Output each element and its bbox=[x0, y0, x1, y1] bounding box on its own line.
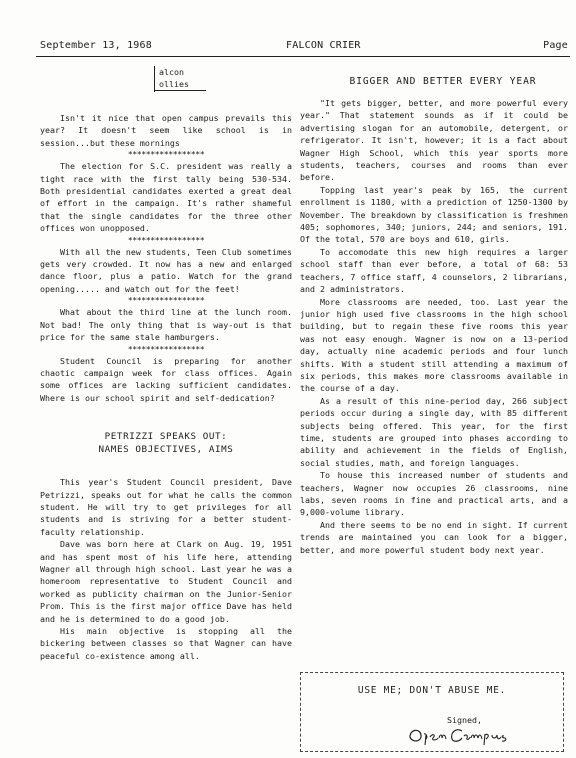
divider-stars: ***************** bbox=[127, 343, 205, 354]
page-number: Page bbox=[543, 40, 568, 51]
right-column bbox=[300, 97, 568, 556]
article-paragraph: More classrooms are needed, too. Last year the junior high used five classrooms in the high school building, but to regain these five rooms this year was not easy enough. Wagner is now on a 13-period day, actually nine academic periods and four lunch shifts. With a student still attending a maximum of six periods, this makes more classrooms available in the course of a day. bbox=[300, 296, 568, 394]
article-paragraph: His main objective is stopping all the bickering between classes so that Wagner can have peaceful co-existence among all. bbox=[40, 626, 292, 661]
article-paragraph: To accomodate this new high requires a larger school staff than ever before, a total of 68: 53 teachers, 7 office staff, 4 counselors, 2 librarians, and 2 administrators. bbox=[300, 246, 568, 295]
article-paragraph: And there seems to be no end in sight. If current trends are maintained you can look for a bigger, better, and more powerful student body next year. bbox=[300, 519, 568, 555]
left-column bbox=[40, 112, 292, 662]
headline-line-2: NAMES OBJECTIVES, AIMS bbox=[98, 444, 234, 456]
issue-date: September 13, 1968 bbox=[40, 40, 152, 51]
article-paragraph: Topping last year's peak by 165, the current enrollment is 1180, with a prediction of 1250-1300 by November. The breakdown by classification is freshmen 405; sophomores, 340; juniors, 244; and seniors, 191. Of the total, 570 are boys and 610, girls. bbox=[300, 184, 568, 245]
article-paragraph: "It gets bigger, better, and more powerful every year." That statement sounds as if it could be advertising slogan for an automobile, detergent, or refrigerator. It isn't, however; it is a fact about Wagner High School, which this year sports more students, teachers, courses and rooms than ever before. bbox=[300, 98, 568, 183]
follies-paragraph: Student Council is preparing for another chaotic campaign week for class offices. Again some offices are lacking sufficient candidates. Where is our school spirit and self-dedication? bbox=[40, 355, 292, 403]
article-paragraph: This year's Student Council president, Dave Petrizzi, speaks out for what he calls the common student. He will try to get privileges for all students and is striving for a better student-faculty relationship. bbox=[40, 477, 292, 537]
header-rule bbox=[36, 56, 570, 57]
headline-line-1: PETRIZZI SPEAKS OUT: bbox=[104, 431, 228, 443]
article-paragraph: As a result of this nine-period day, 266 subject periods occur during a single day, with 85 different subjects being offered. This year, for the first time, students are grouped into phases according to ability and achievement in the fields of English, social studies, math, and foreign languages. bbox=[300, 395, 568, 468]
divider-stars: ***************** bbox=[127, 149, 205, 160]
notice-message: USE ME; DON'T ABUSE ME. bbox=[357, 685, 507, 696]
follies-paragraph: Isn't it nice that open campus prevails this year? It doesn't seem like school is in session...but these mornings bbox=[40, 113, 292, 148]
page-header bbox=[40, 40, 568, 54]
article-paragraph: To house this increased number of students and teachers, Wagner now occupies 26 classrooms, nine labs, seven rooms in fine and practical arts, and a 9,000-volume library. bbox=[300, 470, 568, 518]
article-headline-bigger: BIGGER AND BETTER EVERY YEAR bbox=[349, 76, 537, 87]
follies-paragraph: The election for S.C. president was really a tight race with the first tally being 530-534. Both presidential candidates exerted a great deal of effort in the campaign. It's rather shameful that the single candidates for the three other offices won unopposed. bbox=[40, 161, 292, 234]
open-campus-notice-box bbox=[300, 672, 564, 752]
follies-paragraph: What about the third line at the lunch room. Not bad! The only thing that is way-out is that price for the same stale hamburgers. bbox=[40, 307, 292, 343]
falcon-follies-logo bbox=[154, 64, 218, 92]
logo-bar bbox=[154, 66, 155, 92]
article-headline-petrizzi bbox=[40, 430, 292, 456]
notice-signed-label: Signed, bbox=[447, 715, 482, 725]
logo-line-2: ollies bbox=[159, 79, 189, 89]
logo-line-1: alcon bbox=[159, 67, 184, 77]
newspaper-name: FALCON CRIER bbox=[286, 40, 361, 51]
follies-paragraph: With all the new students, Teen Club sometimes gets very crowded. It now has a new and enlarged dance floor, plus a patio. Watch for the grand opening..... and watch out for the feet! bbox=[40, 246, 292, 294]
article-paragraph: Dave was born here at Clark on Aug. 19, 1951 and has spent most of his life here, attending Wagner all through high school. Last year he was a homeroom representative to Student Council and worked as publicity chairman on the Junior-Senior Prom. This is the first major office Dave has held and he is determined to do a good job. bbox=[40, 539, 292, 624]
logo-underline bbox=[154, 90, 206, 91]
handwritten-signature bbox=[406, 723, 516, 747]
divider-stars: ***************** bbox=[127, 234, 205, 245]
divider-stars: ***************** bbox=[127, 295, 205, 306]
